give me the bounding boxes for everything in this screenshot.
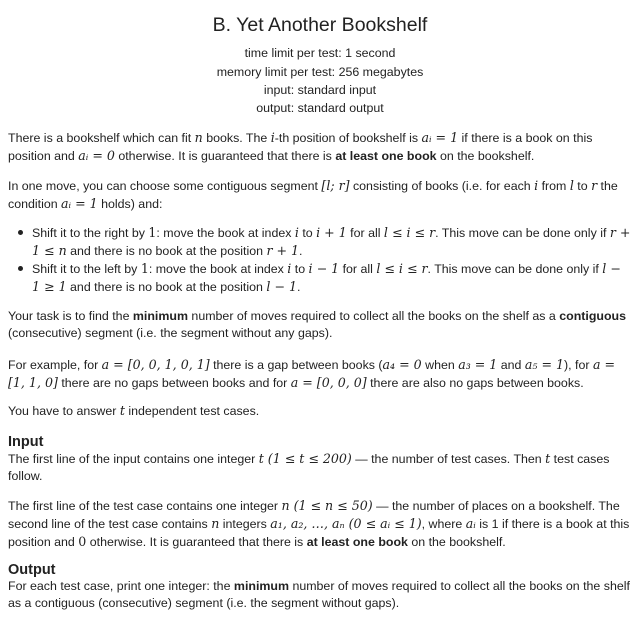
input-paragraph-1: The first line of the input contains one integer t (1 ≤ t ≤ 200) — the number of test cases. Then t test cases follow. xyxy=(8,451,610,483)
output-spec: output: standard output xyxy=(256,101,384,115)
list-item-shift-left: Shift it to the left by 1: move the book at index i to i − 1 for all l ≤ i ≤ r. This move can be done only if l − 1 ≥ 1 and there is no book at the position l − 1. xyxy=(32,260,632,296)
output-paragraph-1: For each test case, print one integer: the minimum number of moves required to collect all the books on the shelf as a contiguous (consecutive) segment (i.e. the segment without gaps). xyxy=(8,579,630,610)
bullet-icon xyxy=(18,230,23,235)
statement-paragraph-5: You have to answer t independent test cases. xyxy=(8,403,260,418)
statement-paragraph-2: In one move, you can choose some contiguous segment [l; r] consisting of books (i.e. for each i from l to r the condition aᵢ = 1 holds) and: xyxy=(8,178,618,211)
input-heading: Input xyxy=(8,434,44,450)
input-spec: input: standard input xyxy=(263,83,377,97)
list-item-shift-right: Shift it to the right by 1: move the book at index i to i + 1 for all l ≤ i ≤ r. This move can be done only if r + 1 ≤ n and there is no book at the position r + 1. xyxy=(32,224,632,260)
input-paragraph-2: The first line of the test case contains one integer n (1 ≤ n ≤ 50) — the number of places on a bookshelf. The second line of the test case contains n integers a₁, a₂, …, aₙ (0 ≤ aᵢ ≤ 1), where aᵢ is 1 if there is a book at this position and 0 otherwise. It is guaranteed that there is at least one book on the bookshelf. xyxy=(8,498,630,549)
memory-limit: memory limit per test: 256 megabytes xyxy=(216,65,424,79)
statement-paragraph-3: Your task is to find the minimum number of moves required to collect all the books on the shelf as a contiguous (consecutive) segment (i.e. the segment without any gaps). xyxy=(8,309,626,340)
bullet-icon xyxy=(18,266,23,271)
time-limit: time limit per test: 1 second xyxy=(244,46,396,60)
problem-title: B. Yet Another Bookshelf xyxy=(212,14,428,36)
output-heading: Output xyxy=(8,562,56,578)
statement-paragraph-4: For example, for a = [0, 0, 1, 0, 1] there is a gap between books (a₄ = 0 when a₃ = 1 and a₅ = 1), for a = [1, 1, 0] there are no gaps between books and for a = [0, 0, 0] there are also no gaps between books. xyxy=(8,357,616,390)
statement-paragraph-1: There is a bookshelf which can fit n books. The i-th position of bookshelf is aᵢ = 1 if there is a book on this position and aᵢ = 0 otherwise. It is guaranteed that there is at least one book on the bookshelf. xyxy=(8,130,593,163)
